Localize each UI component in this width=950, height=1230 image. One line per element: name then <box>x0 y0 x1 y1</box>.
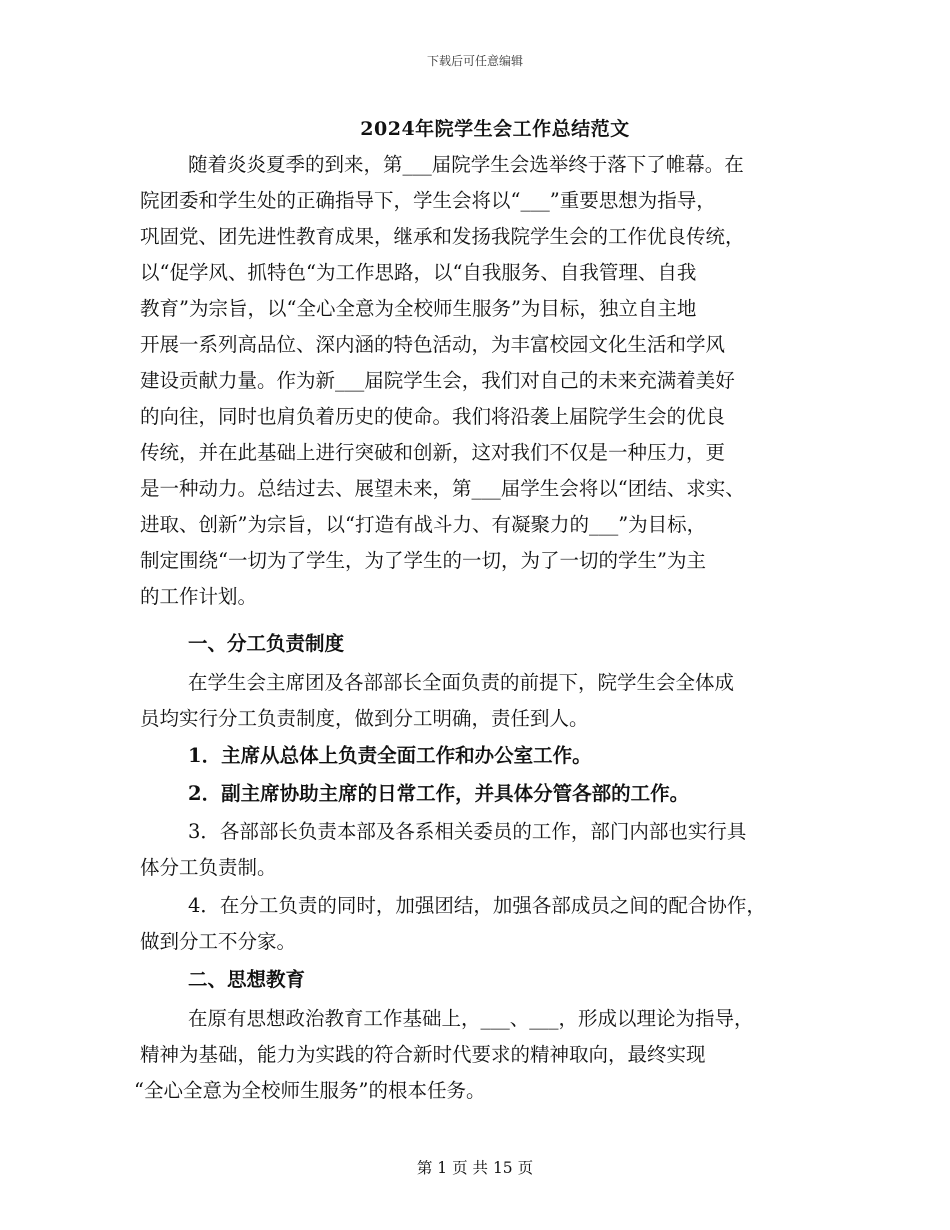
intro-line: 随着炎炎夏季的到来，第___届院学生会选举终于落下了帷幕。在 <box>188 153 744 176</box>
section-heading: 一、分工负责制度 <box>188 632 345 655</box>
intro-line: 制定围绕“一切为了学生，为了学生的一切，为了一切的学生”为主 <box>140 549 706 572</box>
intro-line: 进取、创新”为宗旨，以“打造有战斗力、有凝聚力的___”为目标， <box>140 513 707 536</box>
paragraph-line: 精神为基础，能力为实践的符合新时代要求的精神取向，最终实现 <box>140 1043 706 1066</box>
page-number: 第 1 页 共 15 页 <box>416 1159 534 1177</box>
intro-line: 教育”为宗旨，以“全心全意为全校师生服务”为目标，独立自主地 <box>140 297 697 320</box>
intro-line: 巩固党、团先进性教育成果，继承和发扬我院学生会的工作优良传统， <box>140 225 745 248</box>
intro-line: 以“促学风、抓特色“为工作思路，以“自我服务、自我管理、自我 <box>140 261 697 284</box>
document-title: 2024年院学生会工作总结范文 <box>360 118 630 140</box>
intro-line: 建设贡献力量。作为新___届院学生会，我们对自己的未来充满着美好 <box>140 369 735 392</box>
paragraph-line: 员均实行分工负责制度，做到分工明确，责任到人。 <box>140 707 589 730</box>
list-item: 3．各部部长负责本部及各系相关委员的工作，部门内部也实行具 <box>188 820 747 843</box>
intro-line: 院团委和学生处的正确指导下，学生会将以“___”重要思想为指导， <box>140 189 716 212</box>
section-heading: 二、思想教育 <box>188 968 306 991</box>
intro-line: 的工作计划。 <box>140 585 258 608</box>
paragraph-line: 在原有思想政治教育工作基础上，___、___，形成以理论为指导， <box>188 1007 754 1030</box>
intro-line: 的向往，同时也肩负着历史的使命。我们将沿袭上届院学生会的优良 <box>140 405 726 428</box>
intro-line: 是一种动力。总结过去、展望未来，第___届学生会将以“团结、求实、 <box>140 477 745 500</box>
intro-line: 传统，并在此基础上进行突破和创新，这对我们不仅是一种压力，更 <box>140 441 726 464</box>
paragraph-line: “全心全意为全校师生服务”的根本任务。 <box>134 1079 486 1102</box>
list-item-continued: 体分工负责制。 <box>140 856 277 879</box>
paragraph-line: 在学生会主席团及各部部长全面负责的前提下，院学生会全体成 <box>188 671 735 694</box>
list-item: 1．主席从总体上负责全面工作和办公室工作。 <box>188 744 592 767</box>
list-item-continued: 做到分工不分家。 <box>140 930 297 953</box>
header-note: 下载后可任意编辑 <box>426 54 523 68</box>
list-item: 2．副主席协助主席的日常工作，并具体分管各部的工作。 <box>188 782 690 805</box>
list-item: 4．在分工负责的同时，加强团结，加强各部成员之间的配合协作， <box>188 894 766 917</box>
intro-line: 开展一系列高品位、深内涵的特色活动，为丰富校园文化生活和学风 <box>140 333 726 356</box>
